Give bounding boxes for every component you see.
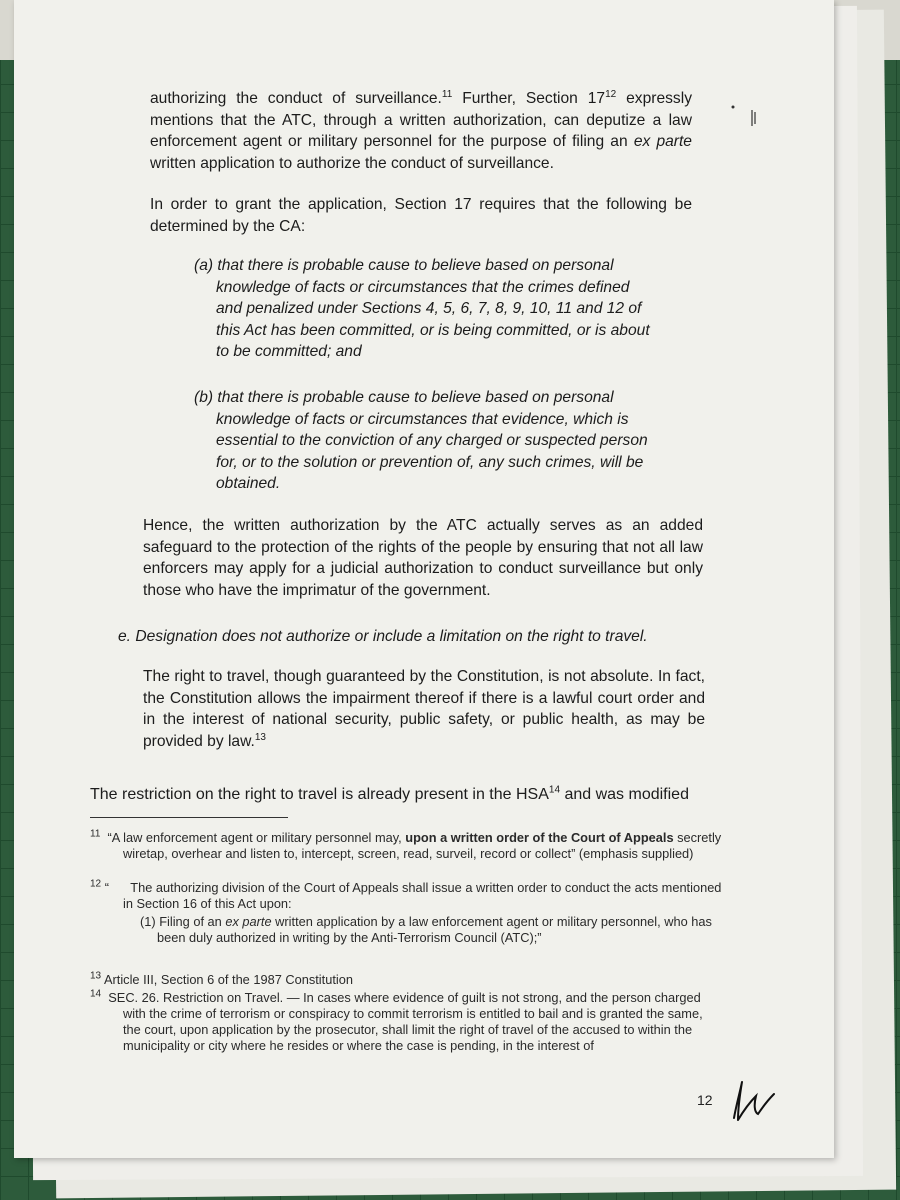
para1-rest: expressly mentions that the ATC, through a written authorization, can deputize a law enforcement agent or military personnel for the purpose of filing an (150, 90, 692, 150)
section-heading-e: e. Designation does not authorize or include a limitation on the right to travel. (118, 628, 648, 645)
footnote-number: 14 (90, 988, 102, 1000)
footnote-12-sub-text-end: written application by a law enforcement agent or military personnel, who has been duly authorized in writing by the Anti-Terrorism Council (ATC);” (157, 914, 712, 945)
para1-italic: ex parte (633, 133, 692, 150)
paragraph-5 (90, 784, 730, 806)
margin-marks (730, 104, 760, 134)
footnote-12-text: The authorizing division of the Court of Appeals shall issue a written order to conduct the acts mentioned in Section 16 of this Act upon: (123, 880, 722, 911)
para5-end: and was modified (560, 786, 689, 803)
footnote-12-sub-text: (1) Filing of an (140, 914, 226, 929)
para4-text: The right to travel, though guaranteed by the Constitution, is not absolute. In fact, the Constitution allows the impairment thereof if there is a lawful court order and in the interest of national security, public safety, or public health, as may be provided by law. (143, 668, 705, 750)
handwritten-initials-signature (728, 1074, 788, 1124)
para1-mid: Further, Section 17 (452, 90, 606, 107)
footnote-12 (90, 880, 722, 912)
footnote-ref-13: 13 (254, 731, 266, 743)
footnote-ref-11: 11 (441, 88, 453, 100)
footnote-12-quote: “ (104, 880, 109, 895)
paragraph-3: Hence, the written authorization by the ATC actually serves as an added safeguard to the protection of the rights of the people by ensuring that not all law enforcers may apply for a judicial authorization to conduct surveillance but only those who have the imprimatur of the government. (143, 517, 703, 599)
footnote-12-subitem (140, 914, 730, 946)
para5-start: The restriction on the right to travel is already present in the HSA (90, 786, 549, 803)
footnote-12-sub-italic: ex parte (225, 914, 272, 929)
footnote-11-text-end: secretly wiretap, overhear and listen to, intercept, screen, read, surveil, record or collect” (emphasis supplied) (123, 830, 722, 861)
list-item-a: (a) that there is probable cause to believe based on personal knowledge of facts or circumstances that the crimes defined and penalized under Sections 4, 5, 6, 7, 8, 9, 10, 11 and 12 of this Act has been committed, or is being committed, or is about to be committed; and (194, 257, 650, 360)
footnote-11 (90, 830, 722, 862)
footnote-11-bold: upon a written order of the Court of Appeals (405, 830, 674, 845)
paragraph-1 (150, 88, 692, 174)
footnote-number: 13 (90, 970, 102, 982)
footnote-ref-14: 14 (548, 784, 561, 796)
page-number: 12 (697, 1092, 713, 1108)
para1-end: written application to authorize the conduct of surveillance. (150, 154, 554, 172)
footnote-number: 11 (90, 828, 101, 840)
list-item-b: (b) that there is probable cause to believe based on personal knowledge of facts or circumstances that evidence, which is essential to the conviction of any charged or suspected person for, or to the solution or prevention of, any such crimes, will be obtained. (194, 389, 648, 492)
footnote-divider (90, 817, 288, 818)
footnote-11-text: “A law enforcement agent or military personnel may, (107, 830, 406, 845)
footnote-ref-12: 12 (605, 88, 617, 100)
footnote-13-text: Article III, Section 6 of the 1987 Constitution (103, 972, 353, 987)
paragraph-2: In order to grant the application, Section 17 requires that the following be determined by the CA: (150, 196, 692, 235)
footnote-14-text: SEC. 26. Restriction on Travel. — In cases where evidence of guilt is not strong, and the person charged with the crime of terrorism or conspiracy to commit terrorism is entitled to bail and is granted the same, the court, upon application by the prosecutor, shall limit the right of travel of the accused to within the municipality or city where he resides or where the case is pending, in the interest of (108, 990, 703, 1053)
para1-text: authorizing the conduct of surveillance. (150, 90, 442, 107)
footnote-13 (90, 972, 722, 988)
footnote-number: 12 (90, 878, 102, 890)
footnote-14 (90, 990, 722, 1054)
paragraph-4 (143, 666, 705, 752)
